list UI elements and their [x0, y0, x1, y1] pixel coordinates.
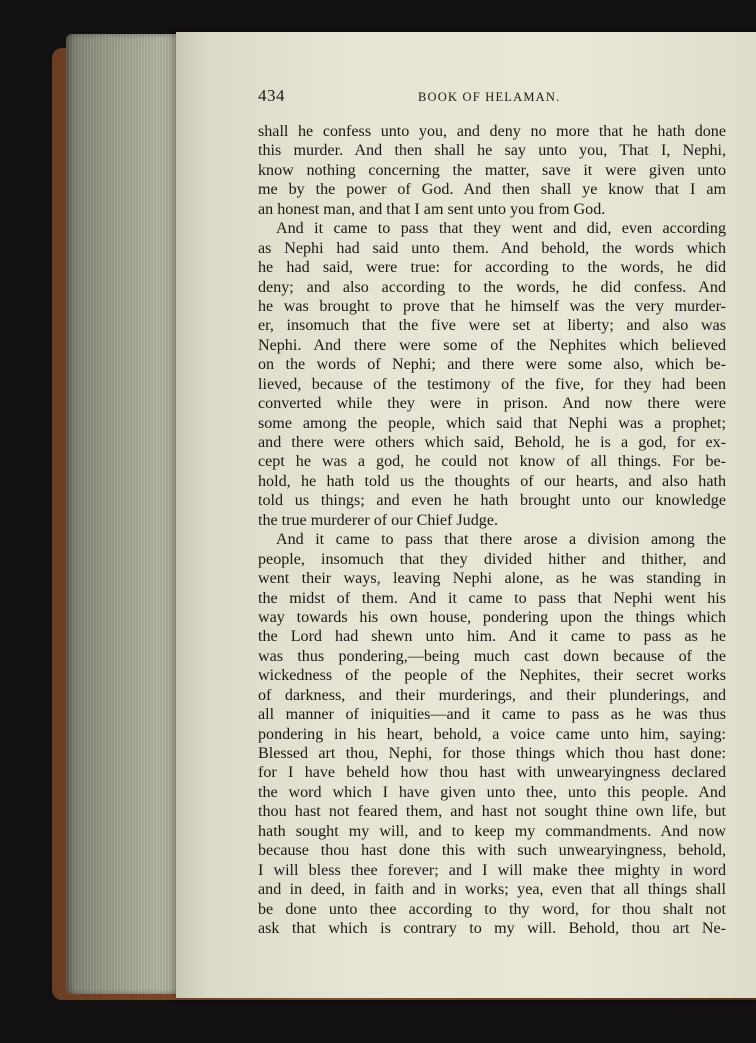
text-line: this murder. And then shall he say unto you, That I, Nephi,: [258, 142, 726, 160]
page-number: 434: [258, 86, 285, 105]
text-line: er, insomuch that the five were set at liberty; and also was: [258, 317, 726, 335]
text-line: I will bless thee forever; and I will make thee mighty in word: [258, 861, 726, 879]
text-line: hold, he hath told us the thoughts of our hearts, and also hath: [258, 472, 726, 490]
text-line: way towards his own house, pondering upon the things which: [258, 608, 726, 626]
text-line: went their ways, leaving Nephi alone, as he was standing in: [258, 570, 726, 588]
text-line: wickedness of the people of the Nephites, their secret works: [258, 667, 726, 685]
text-line: of darkness, and their murderings, and their plunderings, and: [258, 686, 726, 704]
text-line: was thus pondering,—being much cast down because of the: [258, 647, 726, 665]
text-line: as Nephi had said unto them. And behold, the words which: [258, 239, 726, 257]
text-line: on the words of Nephi; and there were some also, which be-: [258, 356, 726, 374]
body-text: [258, 122, 726, 938]
text-line: And it came to pass that they went and did, even according: [276, 220, 726, 238]
text-line: an honest man, and that I am sent unto you from God.: [258, 200, 606, 218]
text-line: he had said, were true: for according to the words, he did: [258, 259, 726, 277]
text-line: lieved, because of the testimony of the five, for they had been: [258, 375, 726, 393]
text-line: ask that which is contrary to my will. Behold, thou art Ne-: [258, 919, 726, 937]
text-line: shall he confess unto you, and deny no more that he hath done: [258, 123, 726, 140]
running-title: BOOK OF HELAMAN.: [418, 90, 561, 104]
page-header: [258, 86, 728, 110]
text-line: pondering in his heart, behold, a voice came unto him, saying:: [258, 725, 726, 743]
text-line: and in deed, in faith and in works; yea, even that all things shall: [258, 881, 726, 899]
text-line: he was brought to prove that he himself was the very murder-: [258, 297, 726, 315]
text-line: the midst of them. And it came to pass that Nephi went his: [258, 589, 726, 607]
text-line: deny; and also according to the words, he did confess. And: [258, 278, 726, 296]
text-line: the Lord had shewn unto him. And it came to pass as he: [258, 628, 726, 646]
text-line: be done unto thee according to thy word, for thou shalt not: [258, 900, 726, 918]
text-line: for I have beheld how thou hast with unwearyingness declared: [258, 764, 726, 782]
text-line: some among the people, which said that Nephi was a prophet;: [258, 414, 726, 432]
text-line: told us things; and even he hath brought unto our knowledge: [258, 492, 726, 510]
text-line: me by the power of God. And then shall ye know that I am: [258, 181, 726, 199]
text-line: all manner of iniquities—and it came to pass as he was thus: [258, 706, 726, 724]
text-line: the true murderer of our Chief Judge.: [258, 511, 498, 529]
text-line: because thou hast done this with such unwearyingness, behold,: [258, 842, 726, 860]
text-line: know nothing concerning the matter, save it were given unto: [258, 161, 726, 179]
text-line: Blessed art thou, Nephi, for those things which thou hast done:: [258, 745, 726, 762]
text-line: cept he was a god, he could not know of all things. For be-: [258, 453, 726, 471]
text-line: converted while they were in prison. And now there were: [258, 395, 726, 413]
text-line: thou hast not feared them, and hast not sought thine own life, but: [258, 803, 726, 821]
text-line: the word which I have given unto thee, unto this people. And: [258, 783, 726, 801]
text-line: and there were others which said, Behold, he is a god, for ex-: [258, 434, 726, 451]
text-line: people, insomuch that they divided hither and thither, and: [258, 550, 726, 568]
text-line: Nephi. And there were some of the Nephites which believed: [258, 336, 726, 354]
text-line: And it came to pass that there arose a division among the: [276, 531, 726, 549]
text-line: hath sought my will, and to keep my commandments. And now: [258, 822, 726, 840]
